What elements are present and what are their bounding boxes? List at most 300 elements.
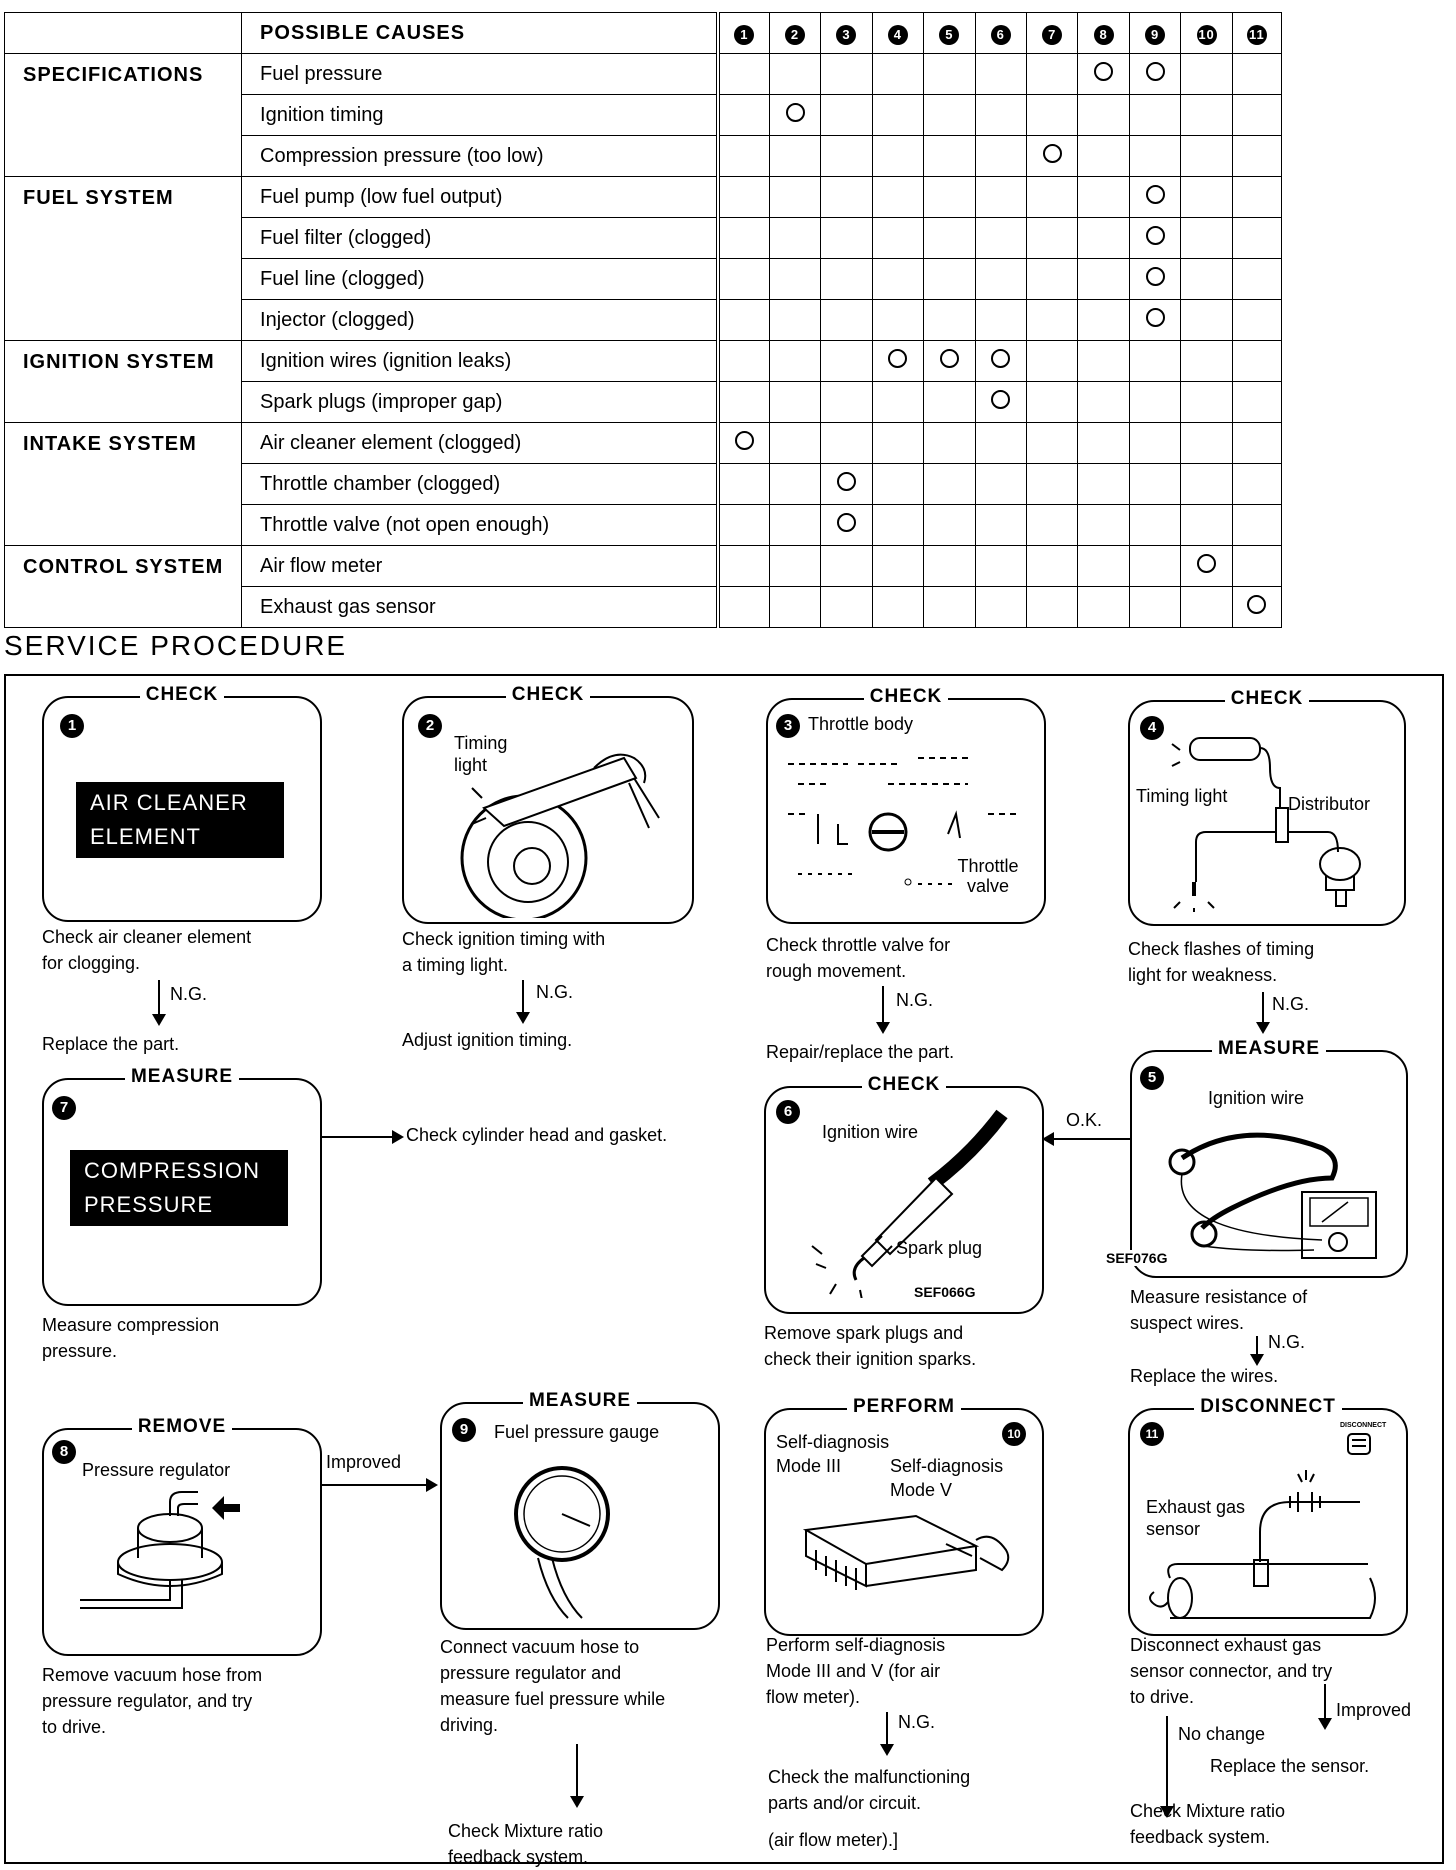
category-cell: INTAKE SYSTEM xyxy=(5,423,242,546)
cause-column-4 xyxy=(872,13,923,54)
circle-mark-icon xyxy=(1146,308,1165,327)
category-cell: CONTROL SYSTEM xyxy=(5,546,242,628)
service-procedure-title: SERVICE PROCEDURE xyxy=(4,630,348,661)
circle-mark-icon xyxy=(888,349,907,368)
table-row xyxy=(5,423,1282,464)
mark-cell xyxy=(1181,341,1232,382)
step-4-number: 4 xyxy=(1140,716,1164,740)
mark-cell xyxy=(924,259,975,300)
mark-cell xyxy=(1078,341,1129,382)
circle-mark-icon xyxy=(786,103,805,122)
circle-mark-icon xyxy=(837,513,856,532)
mark-cell xyxy=(924,177,975,218)
step-6-number: 6 xyxy=(776,1100,800,1124)
step-5-result: Replace the wires. xyxy=(1130,1366,1279,1386)
mark-cell xyxy=(1181,136,1232,177)
step-4-title: CHECK xyxy=(1225,688,1310,709)
column-number-badge: 5 xyxy=(939,25,959,45)
mark-cell xyxy=(1078,464,1129,505)
mark-cell xyxy=(975,300,1026,341)
column-number-badge: 9 xyxy=(1145,25,1165,45)
table-row xyxy=(5,177,1282,218)
mark-cell xyxy=(718,300,769,341)
step-6-title: CHECK xyxy=(862,1074,947,1095)
cause-cell: Fuel filter (clogged) xyxy=(242,218,718,259)
step-10-box xyxy=(764,1396,1044,1636)
mark-cell xyxy=(924,95,975,136)
step-4-description: Check flashes of timing light for weakness. xyxy=(1128,939,1315,985)
step-10-title: PERFORM xyxy=(847,1396,961,1417)
mark-cell xyxy=(718,546,769,587)
mark-cell xyxy=(769,423,820,464)
mark-cell xyxy=(975,259,1026,300)
mark-cell xyxy=(1232,505,1281,546)
step-9-number: 9 xyxy=(452,1418,476,1442)
ecu-control-unit-illustration xyxy=(796,1510,1026,1620)
mark-cell xyxy=(1232,382,1281,423)
mark-cell xyxy=(872,136,923,177)
step-9-box xyxy=(440,1390,720,1630)
self-diagnosis-mode-v-label: Self-diagnosis Mode V xyxy=(890,1456,1004,1500)
step-1-box xyxy=(42,684,322,922)
mark-cell xyxy=(1129,54,1180,95)
step-7-title: MEASURE xyxy=(125,1066,239,1087)
mark-cell xyxy=(718,95,769,136)
mark-cell xyxy=(1129,259,1180,300)
step-11-improved-result: Replace the sensor. xyxy=(1210,1756,1370,1776)
step-9-title: MEASURE xyxy=(523,1390,637,1411)
step-6-figure-code: SEF066G xyxy=(914,1284,976,1300)
mark-cell xyxy=(872,546,923,587)
mark-cell xyxy=(1232,259,1281,300)
mark-cell xyxy=(821,95,872,136)
air-cleaner-element-label: AIR CLEANER ELEMENT xyxy=(76,782,284,858)
mark-cell xyxy=(769,341,820,382)
step-8-description: Remove vacuum hose from pressure regulator, and try to drive. xyxy=(42,1665,263,1737)
circle-mark-icon xyxy=(1146,62,1165,81)
mark-cell xyxy=(718,382,769,423)
mark-cell xyxy=(924,300,975,341)
step-5-box xyxy=(1130,1038,1408,1278)
possible-causes-table xyxy=(4,12,1282,628)
mark-cell xyxy=(1129,95,1180,136)
circle-mark-icon xyxy=(940,349,959,368)
mark-cell xyxy=(769,464,820,505)
circle-mark-icon xyxy=(1146,185,1165,204)
circle-mark-icon xyxy=(1146,226,1165,245)
cause-cell: Fuel pressure xyxy=(242,54,718,95)
step-5-ng-arrow xyxy=(1256,1336,1258,1364)
mark-cell xyxy=(1078,300,1129,341)
mark-cell xyxy=(975,95,1026,136)
cause-column-10 xyxy=(1181,13,1232,54)
mark-cell xyxy=(1129,546,1180,587)
mark-cell xyxy=(1027,259,1078,300)
mark-cell xyxy=(1181,382,1232,423)
step-1-ng-arrow xyxy=(158,980,160,1024)
cause-cell: Ignition timing xyxy=(242,95,718,136)
circle-mark-icon xyxy=(1146,267,1165,286)
step-10-ng-arrow xyxy=(886,1712,888,1754)
mark-cell xyxy=(1027,505,1078,546)
mark-cell xyxy=(1232,177,1281,218)
category-cell: FUEL SYSTEM xyxy=(5,177,242,341)
mark-cell xyxy=(769,505,820,546)
mark-cell xyxy=(821,136,872,177)
exhaust-gas-sensor-illustration xyxy=(1140,1432,1400,1622)
header-blank xyxy=(5,13,242,54)
step-2-ng-label: N.G. xyxy=(536,982,574,1002)
mark-cell xyxy=(718,54,769,95)
step-2-box xyxy=(402,684,694,924)
cause-cell: Exhaust gas sensor xyxy=(242,587,718,628)
mark-cell xyxy=(821,505,872,546)
mark-cell xyxy=(1078,423,1129,464)
disconnect-icon-label: DISCONNECT xyxy=(1340,1422,1387,1429)
cause-cell: Spark plugs (improper gap) xyxy=(242,382,718,423)
step-3-result: Repair/replace the part. xyxy=(766,1042,955,1062)
throttle-valve-label: Throttle valve xyxy=(957,856,1019,896)
mark-cell xyxy=(872,505,923,546)
mark-cell xyxy=(1181,587,1232,628)
mark-cell xyxy=(1232,341,1281,382)
step-5-ignition-wire-label: Ignition wire xyxy=(1208,1088,1305,1108)
step-4-ng-label: N.G. xyxy=(1272,994,1310,1014)
mark-cell xyxy=(872,95,923,136)
mark-cell xyxy=(1232,54,1281,95)
step-8-number: 8 xyxy=(52,1440,76,1464)
mark-cell xyxy=(1129,464,1180,505)
step-1-ng-label: N.G. xyxy=(170,984,208,1004)
table-row xyxy=(5,54,1282,95)
pressure-regulator-illustration xyxy=(70,1488,300,1638)
step-3-ng-arrow xyxy=(882,986,884,1032)
step-11-title: DISCONNECT xyxy=(1194,1396,1342,1417)
step-9-result-arrow xyxy=(576,1744,578,1806)
mark-cell xyxy=(1027,382,1078,423)
step-5-ng-label: N.G. xyxy=(1268,1332,1306,1352)
mark-cell xyxy=(718,177,769,218)
mark-cell xyxy=(872,300,923,341)
mark-cell xyxy=(975,587,1026,628)
mark-cell xyxy=(872,54,923,95)
mark-cell xyxy=(769,587,820,628)
step-7-number: 7 xyxy=(52,1096,76,1120)
cause-column-6 xyxy=(975,13,1026,54)
mark-cell xyxy=(1078,218,1129,259)
step-11-no-change-label: No change xyxy=(1178,1724,1266,1744)
step-3-description: Check throttle valve for rough movement. xyxy=(766,935,951,981)
table-header-row xyxy=(5,13,1282,54)
mark-cell xyxy=(1129,587,1180,628)
circle-mark-icon xyxy=(735,431,754,450)
mark-cell xyxy=(769,300,820,341)
mark-cell xyxy=(821,54,872,95)
mark-cell xyxy=(975,382,1026,423)
step-11-improved-label: Improved xyxy=(1336,1700,1412,1720)
mark-cell xyxy=(1232,218,1281,259)
mark-cell xyxy=(769,546,820,587)
mark-cell xyxy=(975,341,1026,382)
cause-cell: Fuel pump (low fuel output) xyxy=(242,177,718,218)
step-11-number: 11 xyxy=(1140,1422,1164,1446)
mark-cell xyxy=(1181,177,1232,218)
mark-cell xyxy=(1129,218,1180,259)
mark-cell xyxy=(975,218,1026,259)
step-7-result-arrow xyxy=(320,1136,402,1138)
cause-cell: Throttle valve (not open enough) xyxy=(242,505,718,546)
mark-cell xyxy=(1027,95,1078,136)
mark-cell xyxy=(718,423,769,464)
mark-cell xyxy=(975,54,1026,95)
step-11-no-change-result: Check Mixture ratio feedback system. xyxy=(1130,1801,1286,1847)
column-number-badge: 1 xyxy=(734,25,754,45)
mark-cell xyxy=(1027,218,1078,259)
column-number-badge: 10 xyxy=(1197,25,1217,45)
step-7-description: Measure compression pressure. xyxy=(42,1315,220,1361)
step-8-box xyxy=(42,1416,322,1656)
step-11-description: Disconnect exhaust gas sensor connector, and try to drive. xyxy=(1130,1635,1333,1707)
mark-cell xyxy=(872,464,923,505)
mark-cell xyxy=(1129,382,1180,423)
step-10-result-note: (air flow meter).] xyxy=(768,1830,899,1850)
cause-column-7 xyxy=(1027,13,1078,54)
circle-mark-icon xyxy=(1197,554,1216,573)
mark-cell xyxy=(1181,423,1232,464)
mark-cell xyxy=(1027,300,1078,341)
timing-light-distributor-illustration xyxy=(1150,732,1390,912)
distributor-label: Distributor xyxy=(1288,794,1371,814)
fuel-pressure-gauge-label: Fuel pressure gauge xyxy=(494,1422,660,1442)
cause-column-8 xyxy=(1078,13,1129,54)
mark-cell xyxy=(872,587,923,628)
mark-cell xyxy=(1078,136,1129,177)
mark-cell xyxy=(769,95,820,136)
step-6-description: Remove spark plugs and check their ignition sparks. xyxy=(764,1323,977,1369)
mark-cell xyxy=(1181,95,1232,136)
throttle-body-label: Throttle body xyxy=(808,714,914,734)
step-10-description: Perform self-diagnosis Mode III and V (for air flow meter). xyxy=(766,1635,946,1707)
mark-cell xyxy=(718,464,769,505)
step-3-title: CHECK xyxy=(864,686,949,707)
step-11-improved-arrow xyxy=(1324,1684,1326,1728)
mark-cell xyxy=(924,382,975,423)
category-cell: SPECIFICATIONS xyxy=(5,54,242,177)
step-7-box xyxy=(42,1066,322,1306)
step-5-ok-label: O.K. xyxy=(1066,1110,1103,1130)
mark-cell xyxy=(1181,54,1232,95)
step-3-ng-label: N.G. xyxy=(896,990,934,1010)
mark-cell xyxy=(821,464,872,505)
mark-cell xyxy=(1078,259,1129,300)
mark-cell xyxy=(769,218,820,259)
self-diagnosis-mode-iii-label: Self-diagnosis Mode III xyxy=(776,1432,890,1476)
mark-cell xyxy=(1078,95,1129,136)
column-number-badge: 2 xyxy=(785,25,805,45)
mark-cell xyxy=(1027,341,1078,382)
step-8-improved-arrow xyxy=(320,1484,436,1486)
step-2-ng-arrow xyxy=(522,980,524,1022)
mark-cell xyxy=(1027,177,1078,218)
mark-cell xyxy=(872,259,923,300)
compression-pressure-label: COMPRESSION PRESSURE xyxy=(70,1150,288,1226)
mark-cell xyxy=(1129,136,1180,177)
column-number-badge: 11 xyxy=(1247,25,1267,45)
ignition-wire-ohmmeter-illustration xyxy=(1152,1118,1392,1268)
step-3-number: 3 xyxy=(776,714,800,738)
spark-plug-illustration xyxy=(786,1108,1026,1298)
mark-cell xyxy=(821,259,872,300)
mark-cell xyxy=(1078,382,1129,423)
step-2-description: Check ignition timing with a timing light. xyxy=(402,929,606,975)
mark-cell xyxy=(1078,546,1129,587)
service-procedure-frame xyxy=(4,674,1444,1867)
step-6-ignition-wire-label: Ignition wire xyxy=(822,1122,919,1142)
mark-cell xyxy=(1181,300,1232,341)
cause-column-5 xyxy=(924,13,975,54)
cause-cell: Air cleaner element (clogged) xyxy=(242,423,718,464)
mark-cell xyxy=(872,218,923,259)
mark-cell xyxy=(975,177,1026,218)
column-number-badge: 4 xyxy=(888,25,908,45)
mark-cell xyxy=(1232,300,1281,341)
mark-cell xyxy=(924,54,975,95)
step-10-ng-label: N.G. xyxy=(898,1712,936,1732)
mark-cell xyxy=(1232,423,1281,464)
step-1-result: Replace the part. xyxy=(42,1034,180,1054)
cause-column-2 xyxy=(769,13,820,54)
circle-mark-icon xyxy=(991,390,1010,409)
mark-cell xyxy=(718,218,769,259)
step-2-number: 2 xyxy=(418,714,442,738)
mark-cell xyxy=(1181,259,1232,300)
column-number-badge: 8 xyxy=(1094,25,1114,45)
mark-cell xyxy=(821,177,872,218)
step-5-ok-arrow xyxy=(1044,1138,1130,1140)
cause-cell: Air flow meter xyxy=(242,546,718,587)
circle-mark-icon xyxy=(837,472,856,491)
mark-cell xyxy=(872,341,923,382)
cause-column-9 xyxy=(1129,13,1180,54)
mark-cell xyxy=(924,136,975,177)
column-number-badge: 7 xyxy=(1042,25,1062,45)
mark-cell xyxy=(769,382,820,423)
mark-cell xyxy=(975,423,1026,464)
mark-cell xyxy=(924,464,975,505)
mark-cell xyxy=(975,546,1026,587)
step-9-result: Check Mixture ratio feedback system. xyxy=(448,1821,604,1867)
mark-cell xyxy=(1232,136,1281,177)
step-10-result: Check the malfunctioning parts and/or circuit. xyxy=(768,1767,971,1813)
mark-cell xyxy=(924,505,975,546)
mark-cell xyxy=(1027,587,1078,628)
mark-cell xyxy=(1027,423,1078,464)
mark-cell xyxy=(1181,546,1232,587)
mark-cell xyxy=(924,423,975,464)
step-8-improved-label: Improved xyxy=(326,1452,402,1472)
step-4-box xyxy=(1128,688,1406,926)
mark-cell xyxy=(1232,546,1281,587)
step-4-ng-arrow xyxy=(1262,992,1264,1032)
mark-cell xyxy=(821,341,872,382)
table-row xyxy=(5,546,1282,587)
mark-cell xyxy=(821,382,872,423)
step-10-number: 10 xyxy=(1002,1422,1026,1446)
mark-cell xyxy=(975,505,1026,546)
column-number-badge: 6 xyxy=(991,25,1011,45)
mark-cell xyxy=(1078,177,1129,218)
mark-cell xyxy=(1181,218,1232,259)
mark-cell xyxy=(718,505,769,546)
mark-cell xyxy=(1181,505,1232,546)
possible-causes-header: POSSIBLE CAUSES xyxy=(242,13,718,54)
mark-cell xyxy=(975,136,1026,177)
cause-cell: Injector (clogged) xyxy=(242,300,718,341)
mark-cell xyxy=(975,464,1026,505)
mark-cell xyxy=(924,546,975,587)
mark-cell xyxy=(1027,136,1078,177)
mark-cell xyxy=(718,259,769,300)
mark-cell xyxy=(769,259,820,300)
mark-cell xyxy=(821,218,872,259)
mark-cell xyxy=(718,341,769,382)
step-2-result: Adjust ignition timing. xyxy=(402,1030,573,1050)
exhaust-gas-sensor-label: Exhaust gas sensor xyxy=(1146,1497,1246,1539)
mark-cell xyxy=(924,587,975,628)
circle-mark-icon xyxy=(1043,144,1062,163)
step-6-box xyxy=(764,1074,1044,1314)
mark-cell xyxy=(1129,505,1180,546)
cause-column-1 xyxy=(718,13,769,54)
step-4-timing-light-label: Timing light xyxy=(1136,786,1228,806)
spark-plug-label: Spark plug xyxy=(896,1238,983,1258)
cause-column-11 xyxy=(1232,13,1281,54)
mark-cell xyxy=(1129,300,1180,341)
mark-cell xyxy=(718,587,769,628)
step-8-title: REMOVE xyxy=(132,1416,232,1437)
mark-cell xyxy=(769,177,820,218)
mark-cell xyxy=(1181,464,1232,505)
step-1-number: 1 xyxy=(60,714,84,738)
cause-cell: Fuel line (clogged) xyxy=(242,259,718,300)
mark-cell xyxy=(872,423,923,464)
mark-cell xyxy=(1027,464,1078,505)
mark-cell xyxy=(1129,423,1180,464)
step-1-title: CHECK xyxy=(140,684,225,705)
circle-mark-icon xyxy=(1094,62,1113,81)
step-5-description: Measure resistance of suspect wires. xyxy=(1130,1287,1308,1333)
circle-mark-icon xyxy=(1247,595,1266,614)
timing-light-label: Timing light xyxy=(454,733,508,775)
mark-cell xyxy=(1027,546,1078,587)
mark-cell xyxy=(1232,464,1281,505)
cause-cell: Compression pressure (too low) xyxy=(242,136,718,177)
mark-cell xyxy=(1232,95,1281,136)
mark-cell xyxy=(1078,54,1129,95)
mark-cell xyxy=(769,136,820,177)
step-2-title: CHECK xyxy=(506,684,591,705)
fuel-pressure-gauge-illustration xyxy=(482,1454,682,1624)
step-5-title: MEASURE xyxy=(1212,1038,1326,1059)
mark-cell xyxy=(821,546,872,587)
mark-cell xyxy=(1232,587,1281,628)
mark-cell xyxy=(1078,587,1129,628)
pulley-timing-light-illustration xyxy=(424,738,674,918)
mark-cell xyxy=(769,54,820,95)
mark-cell xyxy=(924,218,975,259)
cause-column-3 xyxy=(821,13,872,54)
mark-cell xyxy=(924,341,975,382)
